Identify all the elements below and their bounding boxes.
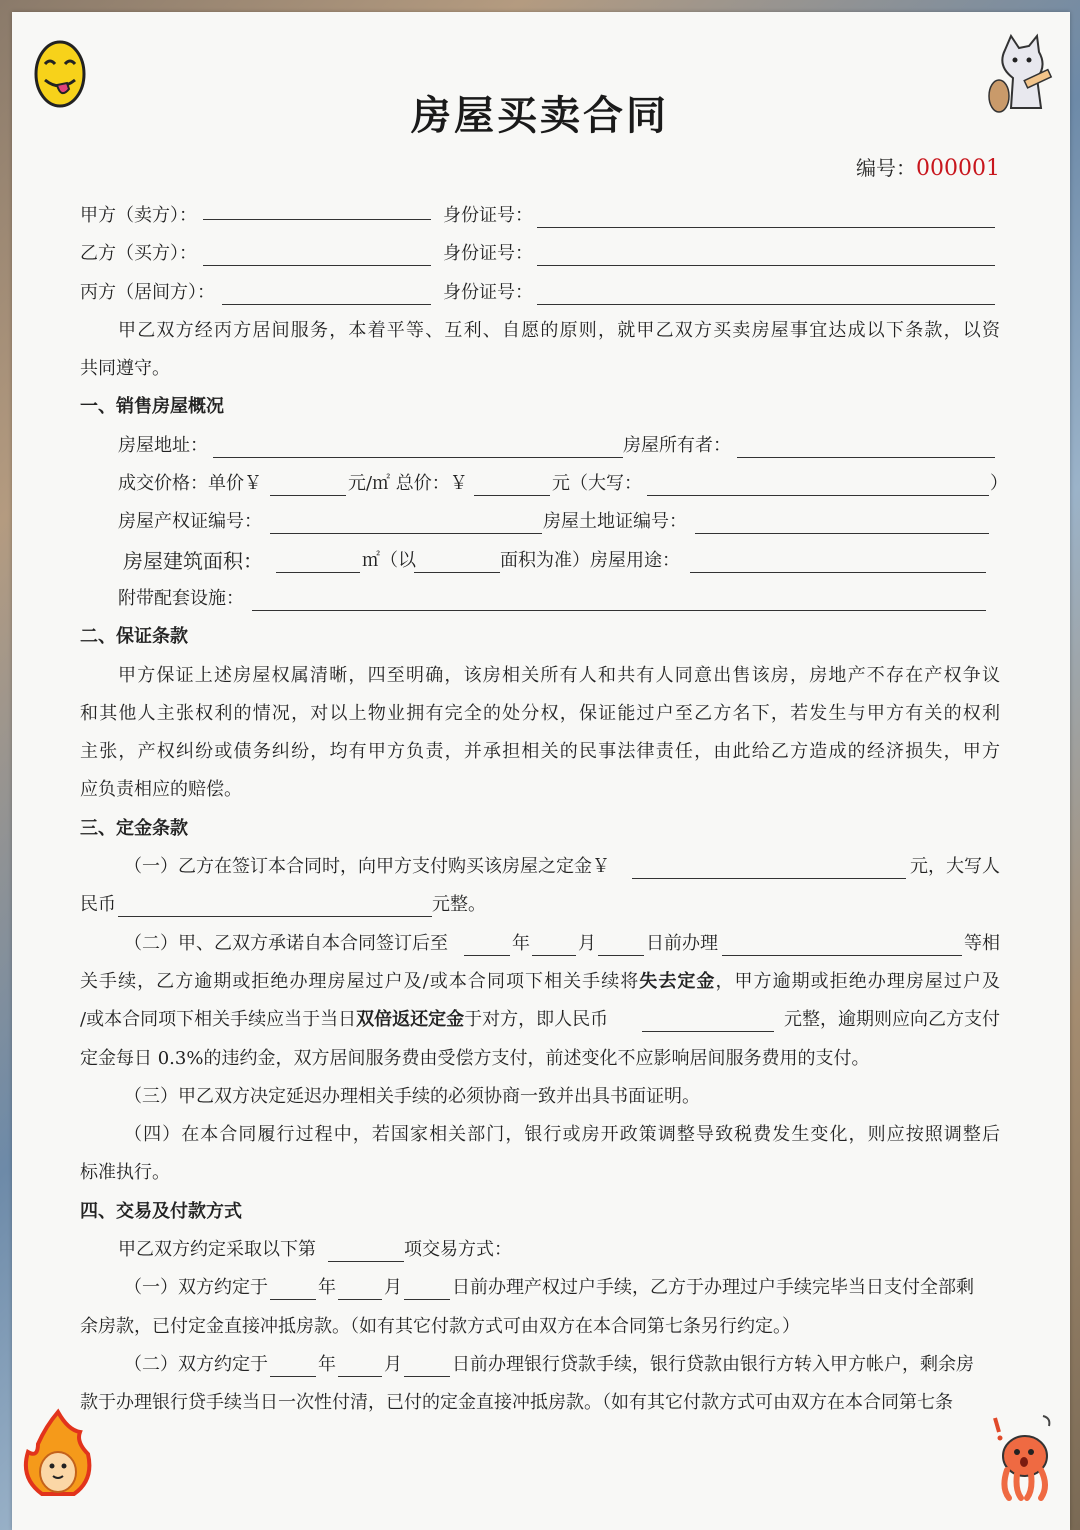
deadline-suffix: 等相 <box>964 932 1000 954</box>
paragraph-line: 主张，产权纠纷或债务纠纷，均有甲方负责，并承担相关的民事法律责任，由此给乙方造成的经济损失，甲方 <box>80 741 1000 763</box>
section-heading: 二、保证条款 <box>80 626 188 648</box>
procedure-field[interactable] <box>722 933 962 956</box>
serial-value: 000001 <box>916 156 1000 181</box>
land-cert-label: 房屋土地证编号： <box>543 511 687 533</box>
method-text: 甲乙双方约定采取以下第 <box>118 1239 316 1261</box>
party-a-id-label: 身份证号： <box>443 205 533 226</box>
party-c-id-field[interactable] <box>537 282 995 305</box>
section-heading: 一、销售房屋概况 <box>80 396 224 418</box>
unit-price-field[interactable] <box>270 473 346 496</box>
loan-text: （二）双方约定于 <box>124 1353 268 1375</box>
deposit-row <box>80 848 1000 886</box>
section-heading: 四、交易及付款方式 <box>80 1200 242 1222</box>
price-words-label: 元（大写： <box>552 473 642 495</box>
land-cert-field[interactable] <box>695 511 989 534</box>
intro-line: 甲乙双方经丙方居间服务，本着平等、互利、自愿的原则，就甲乙双方买卖房屋事宜达成以下条款，以资 <box>118 319 1000 341</box>
method-number-field[interactable] <box>328 1239 404 1262</box>
deposit-words-label: 元，大写人 <box>910 856 1000 878</box>
deposit-words-row <box>80 886 1000 924</box>
refund-suffix: 元整，逾期则应向乙方支付 <box>784 1009 1000 1031</box>
loan-row <box>80 1346 1000 1384</box>
facilities-field[interactable] <box>252 588 986 611</box>
paragraph-line: 定金每日 0.3%的违约金，双方居间服务费由受偿方支付，前述变化不应影响居间服务费用的支付。 <box>80 1047 870 1069</box>
party-a-label: 甲方（卖方）： <box>80 205 197 226</box>
double-refund-row <box>80 1001 1000 1039</box>
method-suffix: 项交易方式： <box>404 1239 512 1261</box>
paragraph-line: 标准执行。 <box>80 1162 170 1184</box>
certificate-row <box>80 503 1000 541</box>
transfer-text: （一）双方约定于 <box>124 1277 268 1299</box>
transfer-row <box>80 1269 1000 1307</box>
usage-label: 面积为准）房屋用途： <box>500 549 680 571</box>
address-field[interactable] <box>213 435 623 458</box>
area-field[interactable] <box>276 550 360 573</box>
deadline-year-field[interactable] <box>464 933 510 956</box>
party-a-name-field[interactable] <box>203 197 431 220</box>
section-heading: 三、定金条款 <box>80 817 188 839</box>
deadline-month-field[interactable] <box>532 933 576 956</box>
refund-amount-field[interactable] <box>642 1009 774 1032</box>
facilities-row <box>80 580 1000 618</box>
party-c-name-field[interactable] <box>222 282 431 305</box>
year-label: 年 <box>318 1353 336 1375</box>
party-b-row <box>80 235 1000 273</box>
address-row <box>80 427 1000 465</box>
owner-label: 房屋所有者： <box>623 434 731 456</box>
facilities-label: 附带配套设施： <box>118 587 244 609</box>
area-label: 房屋建筑面积： <box>123 548 263 573</box>
year-label: 年 <box>512 932 530 954</box>
month-label: 月 <box>384 1353 402 1375</box>
month-label: 月 <box>384 1277 402 1299</box>
party-a-id-field[interactable] <box>537 205 995 228</box>
double-refund-emphasis: 双倍返还定金 <box>356 1009 465 1031</box>
paragraph-line: （四）在本合同履行过程中，若国家相关部门，银行或房开政策调整导致税费发生变化，则应按照调整后 <box>124 1124 1000 1146</box>
price-close-paren: ） <box>990 473 1008 495</box>
address-label: 房屋地址： <box>118 434 208 456</box>
forfeit-deposit-emphasis: 失去定金 <box>639 970 716 992</box>
serial-label: 编号： <box>856 156 917 180</box>
method-row <box>80 1231 1000 1269</box>
deadline-row <box>80 925 1000 963</box>
paragraph-line <box>80 963 1000 1001</box>
paragraph-line: 应负责相应的赔偿。 <box>80 779 242 801</box>
transfer-day-field[interactable] <box>404 1277 450 1300</box>
loan-month-field[interactable] <box>338 1354 382 1377</box>
party-c-row <box>80 274 1000 312</box>
forfeit-text: ，甲方逾期或拒绝办理房屋过户及 <box>715 970 1001 992</box>
deadline-text: （二）甲、乙双方承诺自本合同签订后至 <box>124 932 448 954</box>
refund-text: /或本合同项下相关手续应当于当日 <box>80 1009 357 1031</box>
paragraph-line: 款于办理银行贷手续当日一次性付清，已付的定金直接冲抵房款。（如有其它付款方式可由双方在本合同第七条 <box>80 1392 953 1414</box>
year-label: 年 <box>318 1277 336 1299</box>
deadline-day-field[interactable] <box>598 933 644 956</box>
price-row <box>80 465 1008 503</box>
refund-text: 于对方，即人民币 <box>464 1009 609 1031</box>
month-label: 月 <box>578 932 596 954</box>
total-price-field[interactable] <box>474 473 550 496</box>
paragraph-line: 余房款，已付定金直接冲抵房款。（如有其它付款方式可由双方在本合同第七条另行约定。） <box>80 1315 800 1337</box>
party-b-id-label: 身份证号： <box>443 243 533 265</box>
transfer-suffix: 日前办理产权过户手续，乙方于办理过户手续完毕当日支付全部剩 <box>452 1277 974 1299</box>
price-unit-label: 成交价格：单价￥ <box>118 473 262 495</box>
loan-suffix: 日前办理银行贷款手续，银行贷款由银行方转入甲方帐户，剩余房 <box>452 1353 974 1375</box>
party-b-label: 乙方（买方）： <box>80 243 197 265</box>
contract-title: 房屋买卖合同 <box>411 92 669 139</box>
area-basis-field[interactable] <box>414 550 500 573</box>
owner-field[interactable] <box>737 435 995 458</box>
paragraph-line: 甲方保证上述房屋权属清晰，四至明确，该房相关所有人和共有人同意出售该房，房地产不存在产权争议 <box>118 664 1000 686</box>
deposit-words-field[interactable] <box>118 894 432 917</box>
area-row <box>80 542 1000 580</box>
paragraph-line: （三）甲乙双方决定延迟办理相关手续的必须协商一致并出具书面证明。 <box>124 1085 700 1107</box>
deposit-currency: 民币 <box>80 894 116 916</box>
party-c-id-label: 身份证号： <box>443 281 533 303</box>
party-b-id-field[interactable] <box>537 243 995 266</box>
party-c-label: 丙方（居间方）： <box>80 281 215 303</box>
price-total-label: 元/㎡ 总价：￥ <box>348 473 468 495</box>
deadline-day-text: 日前办理 <box>646 932 718 954</box>
intro-line: 共同遵守。 <box>80 358 170 380</box>
loan-day-field[interactable] <box>404 1354 450 1377</box>
paragraph-line: 和其他人主张权利的情况，对以上物业拥有完全的处分权，保证能过户至乙方名下，若发生与甲方有关的权利 <box>80 702 1000 724</box>
transfer-year-field[interactable] <box>270 1277 316 1300</box>
forfeit-text: 关手续，乙方逾期或拒绝办理房屋过户及/或本合同项下相关手续将 <box>80 970 640 992</box>
party-b-name-field[interactable] <box>203 243 431 266</box>
usage-field[interactable] <box>690 550 986 573</box>
deposit-text: （一）乙方在签订本合同时，向甲方支付购买该房屋之定金￥ <box>124 856 610 878</box>
serial-number <box>856 152 1000 181</box>
contract-body <box>80 197 1008 1423</box>
cert-label: 房屋产权证编号： <box>118 511 262 533</box>
deposit-suffix: 元整。 <box>432 894 486 916</box>
area-unit-label: ㎡（以 <box>362 549 416 571</box>
loan-year-field[interactable] <box>270 1354 316 1377</box>
transfer-month-field[interactable] <box>338 1277 382 1300</box>
party-a-row <box>80 197 1000 235</box>
deposit-amount-field[interactable] <box>632 856 906 879</box>
cert-field[interactable] <box>270 511 542 534</box>
price-words-field[interactable] <box>647 473 989 496</box>
